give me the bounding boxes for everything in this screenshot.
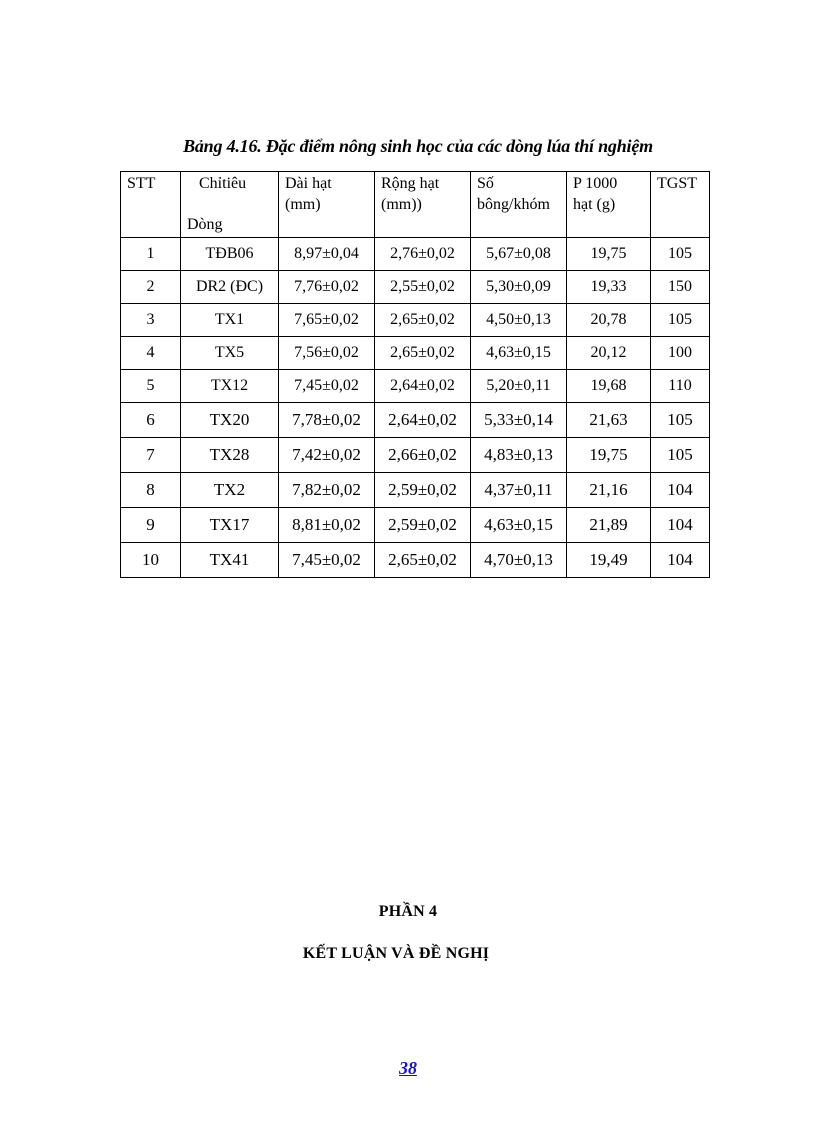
cell-dai-hat: 7,56±0,02 (279, 337, 375, 370)
cell-p1000: 19,33 (567, 271, 651, 304)
cell-tgst: 105 (651, 438, 710, 473)
cell-dong: TX2 (181, 473, 279, 508)
table-row (121, 271, 710, 304)
cell-so-bong: 4,83±0,13 (471, 438, 567, 473)
table-row (121, 508, 710, 543)
cell-stt: 2 (121, 271, 181, 304)
cell-stt: 3 (121, 304, 181, 337)
cell-dai-hat: 7,78±0,02 (279, 403, 375, 438)
cell-dong: TX12 (181, 370, 279, 403)
cell-so-bong: 5,67±0,08 (471, 238, 567, 271)
cell-tgst: 105 (651, 403, 710, 438)
cell-stt: 1 (121, 238, 181, 271)
cell-rong-hat: 2,65±0,02 (375, 304, 471, 337)
cell-stt: 10 (121, 543, 181, 578)
cell-tgst: 105 (651, 304, 710, 337)
cell-dai-hat: 7,45±0,02 (279, 543, 375, 578)
header-so-bong: Số bông/khóm (471, 172, 567, 238)
page-number-link[interactable]: 38 (399, 1058, 417, 1078)
table-row (121, 304, 710, 337)
cell-p1000: 20,78 (567, 304, 651, 337)
cell-dai-hat: 7,42±0,02 (279, 438, 375, 473)
cell-dong: TX5 (181, 337, 279, 370)
cell-p1000: 20,12 (567, 337, 651, 370)
table-row (121, 473, 710, 508)
data-table (120, 171, 710, 578)
table-row (121, 370, 710, 403)
cell-rong-hat: 2,65±0,02 (375, 337, 471, 370)
cell-so-bong: 4,50±0,13 (471, 304, 567, 337)
cell-dong: TX1 (181, 304, 279, 337)
cell-dai-hat: 7,82±0,02 (279, 473, 375, 508)
cell-dong: TX20 (181, 403, 279, 438)
cell-dai-hat: 8,81±0,02 (279, 508, 375, 543)
cell-rong-hat: 2,64±0,02 (375, 403, 471, 438)
cell-p1000: 19,68 (567, 370, 651, 403)
cell-p1000: 19,75 (567, 438, 651, 473)
header-chitieu: Chỉtiêu (199, 175, 247, 192)
cell-rong-hat: 2,64±0,02 (375, 370, 471, 403)
cell-dong: DR2 (ĐC) (181, 271, 279, 304)
cell-so-bong: 4,63±0,15 (471, 337, 567, 370)
cell-dai-hat: 7,65±0,02 (279, 304, 375, 337)
cell-tgst: 100 (651, 337, 710, 370)
cell-rong-hat: 2,76±0,02 (375, 238, 471, 271)
cell-so-bong: 4,63±0,15 (471, 508, 567, 543)
cell-rong-hat: 2,59±0,02 (375, 473, 471, 508)
cell-tgst: 105 (651, 238, 710, 271)
cell-p1000: 21,89 (567, 508, 651, 543)
cell-so-bong: 4,70±0,13 (471, 543, 567, 578)
cell-rong-hat: 2,65±0,02 (375, 543, 471, 578)
cell-dong: TĐB06 (181, 238, 279, 271)
section-title-heading: KẾT LUẬN VÀ ĐỀ NGHỊ (302, 945, 490, 962)
cell-dong: TX17 (181, 508, 279, 543)
table-header-row (121, 172, 710, 238)
table-row (121, 438, 710, 473)
cell-dai-hat: 7,76±0,02 (279, 271, 375, 304)
cell-p1000: 19,75 (567, 238, 651, 271)
table-caption: Bảng 4.16. Đặc điểm nông sinh học của các dòng lúa thí nghiệm (183, 136, 653, 156)
table-row (121, 543, 710, 578)
cell-rong-hat: 2,66±0,02 (375, 438, 471, 473)
header-stt: STT (121, 172, 181, 238)
cell-rong-hat: 2,59±0,02 (375, 508, 471, 543)
cell-stt: 7 (121, 438, 181, 473)
table-row (121, 403, 710, 438)
cell-dai-hat: 7,45±0,02 (279, 370, 375, 403)
section-part-heading: PHẦN 4 (378, 903, 438, 920)
cell-p1000: 21,63 (567, 403, 651, 438)
cell-dong: TX41 (181, 543, 279, 578)
cell-so-bong: 5,33±0,14 (471, 403, 567, 438)
cell-stt: 4 (121, 337, 181, 370)
cell-stt: 5 (121, 370, 181, 403)
cell-so-bong: 4,37±0,11 (471, 473, 567, 508)
table-row (121, 337, 710, 370)
cell-dai-hat: 8,97±0,04 (279, 238, 375, 271)
cell-stt: 8 (121, 473, 181, 508)
cell-stt: 6 (121, 403, 181, 438)
cell-so-bong: 5,20±0,11 (471, 370, 567, 403)
header-dai-hat: Dài hạt (mm) (279, 172, 375, 238)
cell-tgst: 104 (651, 543, 710, 578)
header-tgst: TGST (651, 172, 710, 238)
cell-stt: 9 (121, 508, 181, 543)
table-row (121, 238, 710, 271)
cell-p1000: 21,16 (567, 473, 651, 508)
cell-tgst: 104 (651, 473, 710, 508)
cell-tgst: 110 (651, 370, 710, 403)
header-p1000: P 1000 hạt (g) (567, 172, 651, 238)
cell-tgst: 150 (651, 271, 710, 304)
cell-rong-hat: 2,55±0,02 (375, 271, 471, 304)
cell-dong: TX28 (181, 438, 279, 473)
cell-tgst: 104 (651, 508, 710, 543)
header-chitieu-dong (181, 172, 279, 238)
cell-p1000: 19,49 (567, 543, 651, 578)
cell-so-bong: 5,30±0,09 (471, 271, 567, 304)
header-rong-hat: Rộng hạt (mm)) (375, 172, 471, 238)
header-dong: Dòng (187, 216, 223, 233)
